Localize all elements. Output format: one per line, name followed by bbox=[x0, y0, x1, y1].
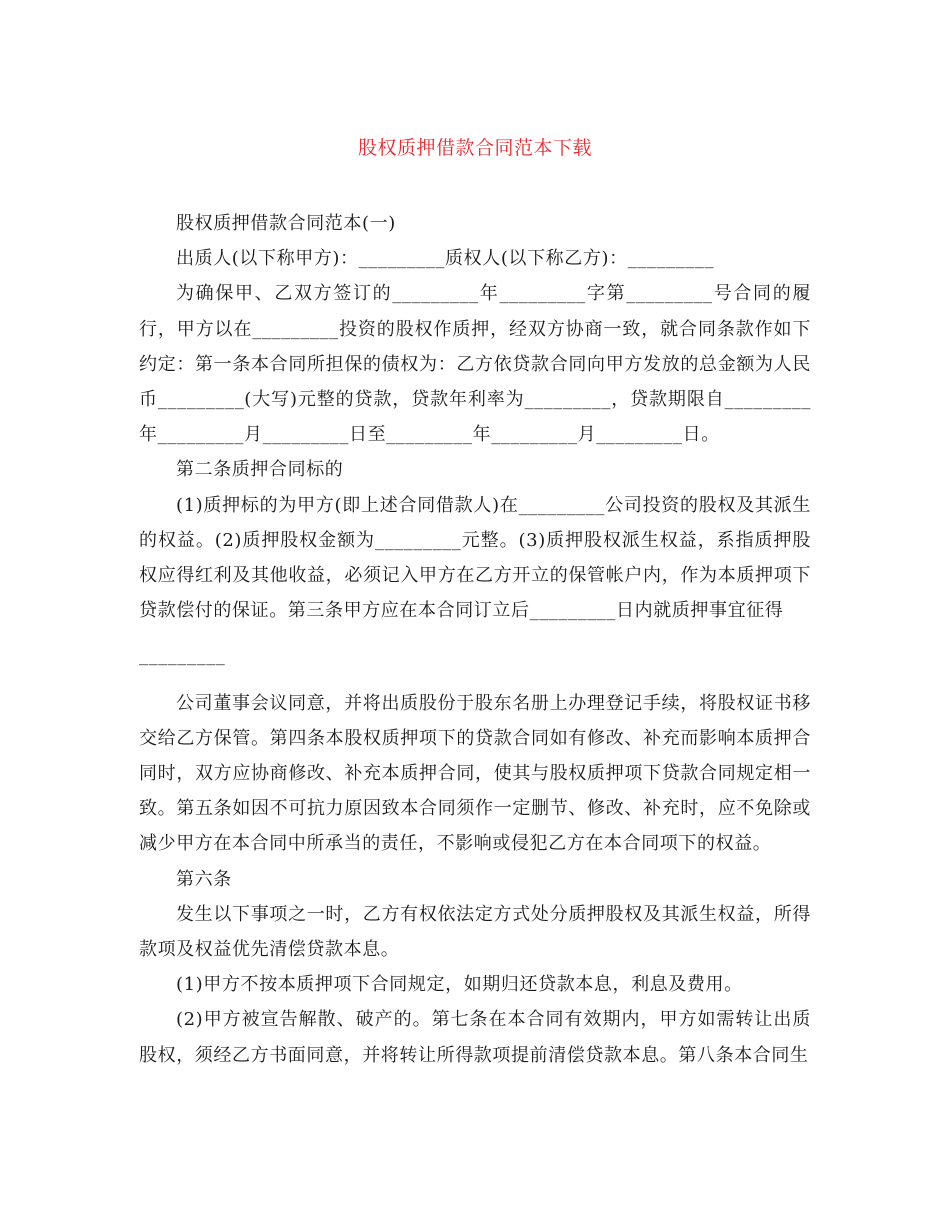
article-6-item-2: (2)甲方被宣告解散、破产的。第七条在本合同有效期内，甲方如需转让出质股权，须经乙方书面同意，并将转让所得款项提前清偿贷款本息。第八条本合同生 bbox=[139, 1009, 811, 1066]
article-1-paragraph: 为确保甲、乙双方签订的_________年_________字第_________号合同的履行，甲方以在_________投资的股权作质押，经双方协商一致，就合同条款作如下约定：第一条本合同所担保的债权为：乙方依贷款合同向甲方发放的总金额为人民币_________(大写)元整的贷款，贷款年利率为_________，贷款期限自_________年_________月_________日至_________年_________月_________日。 bbox=[139, 283, 811, 446]
contract-subtitle: 股权质押借款合同范本(一) bbox=[176, 213, 396, 234]
articles-3-5-paragraph: 公司董事会议同意，并将出质股份于股东名册上办理登记手续，将股权证书移交给乙方保管。第四条本股权质押项下的贷款合同如有修改、补充而影响本质押合同时，双方应协商修改、补充本质押合同，使其与股权质押项下贷款合同规定相一致。第五条如因不可抗力原因致本合同须作一定删节、修改、补充时，应不免除或减少甲方在本合同中所承当的责任，不影响或侵犯乙方在本合同项下的权益。 bbox=[139, 692, 811, 855]
article-2-heading: 第二条质押合同标的 bbox=[176, 459, 344, 481]
parties-paragraph: 出质人(以下称甲方)：_________质权人(以下称乙方)：_________ bbox=[176, 248, 715, 270]
article-2-paragraph: (1)质押标的为甲方(即上述合同借款人)在_________公司投资的股权及其派生的权益。(2)质押股权金额为_________元整。(3)质押股权派生权益，系指质押股权应得红利及其他收益，必须记入甲方在乙方开立的保管帐户内，作为本质押项下贷款偿付的保证。第三条甲方应在本合同订立后_________日内就质押事宜征得 bbox=[139, 494, 811, 622]
blank-fill-line: _________ bbox=[139, 645, 226, 667]
document-title: 股权质押借款合同范本下载 bbox=[357, 137, 592, 159]
document-body bbox=[139, 206, 811, 1073]
article-6-heading: 第六条 bbox=[176, 868, 232, 890]
article-6-item-1: (1)甲方不按本质押项下合同规定，如期归还贷款本息，利息及费用。 bbox=[176, 974, 743, 996]
article-6-paragraph: 发生以下事项之一时，乙方有权依法定方式处分质押股权及其派生权益，所得款项及权益优先清偿贷款本息。 bbox=[139, 903, 811, 961]
